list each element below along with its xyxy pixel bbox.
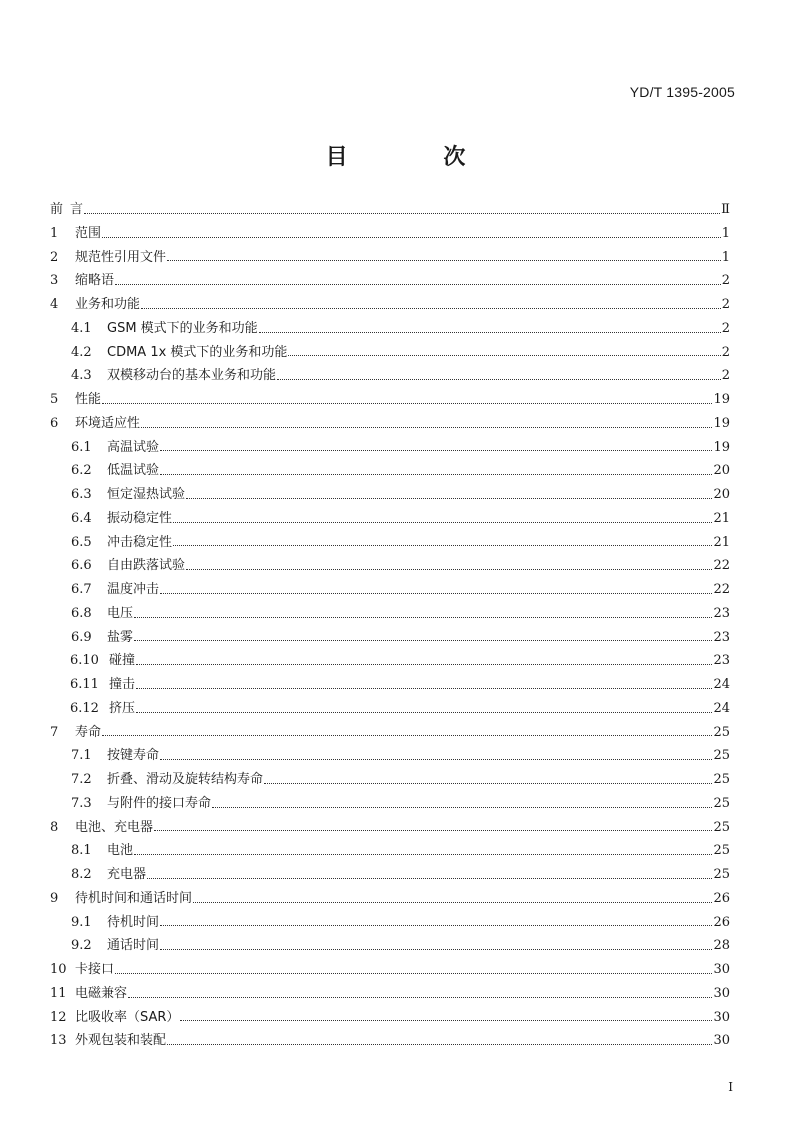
toc-entry[interactable] [50,507,730,531]
toc-leader-dots [141,426,712,428]
toc-entry-number: 11 [50,985,67,1001]
toc-entry-label: 充电器 [107,867,147,882]
toc-entry[interactable] [50,958,730,982]
toc-entry-label: 寿命 [75,724,102,740]
toc-entry-page: 25 [713,867,730,882]
toc-entry-label: 低温试验 [107,463,160,479]
toc-entry-page: 30 [713,1009,730,1025]
toc-entry-page: 2 [721,344,730,360]
toc-entry-label: 按键寿命 [107,748,160,764]
toc-leader-dots [264,782,712,784]
toc-entry[interactable] [50,1029,730,1053]
toc-entry-label: 冲击稳定性 [107,534,173,550]
toc-entry-number: 10 [50,962,67,977]
toc-entry-label: 电池、充电器 [75,819,154,835]
toc-entry-number: 9.1 [71,914,92,930]
toc-entry[interactable] [50,863,730,887]
toc-entry-number: 7.3 [71,795,92,811]
toc-entry-number: 7.2 [71,772,92,787]
toc-entry-page: 30 [713,985,730,1001]
toc-entry-page: 21 [713,510,730,526]
toc-entry-page: 25 [713,772,730,787]
toc-entry-label: 比吸收率（SAR） [75,1009,180,1025]
toc-entry[interactable] [50,792,730,816]
toc-entry-number: 13 [50,1033,67,1049]
toc-entry-label: 卡接口 [75,962,115,977]
toc-entry-number: 6.4 [71,510,92,526]
toc-entry-number: 6.3 [71,487,92,502]
toc-entry-number: 4.2 [71,344,92,360]
toc-leader-dots [115,283,721,285]
toc-entry[interactable] [50,436,730,460]
toc-entry-number: 4.3 [71,368,92,384]
toc-entry-page: 25 [713,819,730,835]
toc-entry-label: 缩略语 [75,273,115,289]
toc-entry-label: 盐雾 [107,629,134,645]
toc-entry-label: 言 [70,202,84,217]
toc-entry-label: 待机时间和通话时间 [75,890,193,906]
toc-entry-page: 2 [721,273,730,289]
toc-entry-label: 外观包装和装配 [75,1033,167,1049]
toc-leader-dots [102,734,712,736]
toc-entry-number: 6.12 [70,700,99,716]
toc-entry-label: 范围 [75,225,102,241]
toc-entry-number: 6.2 [71,463,92,479]
toc-entry[interactable] [50,649,730,673]
toc-entry-label: 业务和功能 [75,297,141,312]
toc-leader-dots [288,354,720,356]
toc-entry[interactable] [50,816,730,840]
toc-leader-dots [134,616,712,618]
toc-entry-label: 温度冲击 [107,582,160,597]
toc-leader-dots [154,829,712,831]
toc-entry-page: 24 [713,700,730,716]
toc-leader-dots [186,568,712,570]
toc-entry-number: 4 [50,297,59,312]
page-title: 目 次 [325,145,510,170]
toc-entry-label: 电磁兼容 [75,985,128,1001]
toc-entry-page: 2 [721,368,730,384]
toc-entry[interactable] [50,531,730,555]
toc-entry-page: 21 [713,534,730,550]
toc-entry-label: 电压 [107,605,134,621]
toc-entry-number: 6.7 [71,582,92,597]
toc-leader-dots [102,236,721,238]
toc-entry-page: 19 [713,392,730,407]
toc-entry[interactable] [50,459,730,483]
toc-entry-label: 高温试验 [107,439,160,455]
toc-leader-dots [180,1019,712,1021]
toc-entry-label: 折叠、滑动及旋转结构寿命 [107,772,264,787]
toc-entry[interactable] [50,293,730,317]
toc-entry[interactable] [50,887,730,911]
toc-entry[interactable] [50,626,730,650]
toc-entry[interactable] [50,483,730,507]
toc-entry-label: 通话时间 [107,938,160,954]
toc-entry-label: 碰撞 [109,653,136,669]
toc-entry[interactable] [50,364,730,388]
toc-entry-page: 25 [713,748,730,764]
toc-leader-dots [167,1043,712,1045]
toc-entry-page: 25 [713,843,730,859]
toc-entry-label: 待机时间 [107,914,160,930]
toc-leader-dots [160,592,712,594]
toc-entry-label: 撞击 [109,677,136,692]
toc-leader-dots [136,711,712,713]
toc-entry-number: 前 [50,202,64,217]
toc-leader-dots [134,639,712,641]
toc-leader-dots [173,521,712,523]
toc-entry[interactable] [50,744,730,768]
toc-leader-dots [160,924,712,926]
toc-entry-page: 22 [713,582,730,597]
toc-entry[interactable] [50,839,730,863]
toc-leader-dots [160,449,712,451]
toc-leader-dots [147,877,712,879]
toc-entry[interactable] [50,412,730,436]
toc-entry[interactable] [50,269,730,293]
toc-entry-number: 4.1 [71,320,92,336]
toc-entry[interactable] [50,911,730,935]
toc-entry-number: 7.1 [71,748,92,764]
toc-entry-label: 规范性引用文件 [75,249,167,265]
toc-entry-number: 1 [50,225,59,241]
toc-entry-label: GSM 模式下的业务和功能 [107,320,258,336]
toc-entry-page: 23 [713,629,730,645]
toc-leader-dots [134,853,712,855]
toc-entry-page: 19 [713,439,730,455]
toc-entry-label: 环境适应性 [75,415,141,431]
page-number: I [728,1080,733,1094]
toc-entry-label: 与附件的接口寿命 [107,795,212,811]
toc-entry-number: 9.2 [71,938,92,954]
toc-entry-label: 性能 [75,392,102,407]
toc-leader-dots [160,758,712,760]
toc-entry-page: 2 [721,320,730,336]
toc-leader-dots [186,497,712,499]
toc-leader-dots [128,996,712,998]
toc-entry-page: 20 [713,487,730,502]
toc-entry-number: 6.9 [71,629,92,645]
toc-entry-page: 26 [713,914,730,930]
toc-entry-number: 6.1 [71,439,92,455]
toc-entry[interactable] [50,721,730,745]
toc-entry-number: 3 [50,273,59,289]
table-of-contents [50,198,730,1053]
toc-leader-dots [136,687,712,689]
toc-entry[interactable] [50,602,730,626]
toc-leader-dots [193,901,712,903]
toc-entry[interactable] [50,1006,730,1030]
toc-entry-page: 23 [713,605,730,621]
toc-entry-number: 6.8 [71,605,92,621]
toc-entry-number: 6.5 [71,534,92,550]
toc-leader-dots [136,663,712,665]
toc-leader-dots [115,972,712,974]
toc-entry-page: 20 [713,463,730,479]
toc-leader-dots [160,948,712,950]
toc-entry-number: 6.6 [71,558,92,574]
toc-leader-dots [277,378,721,380]
toc-entry-page: 30 [713,1033,730,1049]
toc-entry[interactable] [50,198,730,222]
toc-entry-number: 7 [50,724,59,740]
toc-entry[interactable] [50,934,730,958]
toc-entry-number: 6 [50,415,59,431]
standard-code: YD/T 1395-2005 [629,84,735,100]
toc-entry-page: 23 [713,653,730,669]
toc-entry-label: 振动稳定性 [107,510,173,526]
toc-leader-dots [259,331,721,333]
toc-entry-number: 8.1 [71,843,92,859]
toc-entry-label: CDMA 1x 模式下的业务和功能 [107,344,288,360]
toc-entry-page: 25 [713,724,730,740]
toc-leader-dots [173,544,712,546]
toc-entry-label: 双模移动台的基本业务和功能 [107,368,277,384]
toc-entry[interactable] [50,317,730,341]
toc-entry-page: Ⅱ [721,202,730,217]
toc-entry[interactable] [50,341,730,365]
toc-entry-number: 5 [50,392,59,407]
toc-entry[interactable] [50,578,730,602]
toc-entry-page: 24 [713,677,730,692]
toc-entry-page: 28 [713,938,730,954]
toc-entry-number: 12 [50,1009,67,1025]
toc-entry-label: 挤压 [109,700,136,716]
toc-entry-number: 2 [50,249,59,265]
toc-entry-page: 26 [713,890,730,906]
toc-entry-number: 9 [50,890,59,906]
toc-entry-label: 电池 [107,843,134,859]
toc-entry-page: 19 [713,415,730,431]
toc-leader-dots [102,402,712,404]
toc-leader-dots [84,212,720,214]
toc-entry[interactable] [50,982,730,1006]
toc-entry-page: 30 [713,962,730,977]
toc-entry-label: 自由跌落试验 [107,558,186,574]
toc-entry[interactable] [50,768,730,792]
toc-leader-dots [160,473,712,475]
toc-entry[interactable] [50,697,730,721]
toc-leader-dots [167,259,721,261]
toc-entry-number: 6.10 [70,653,99,669]
toc-entry-number: 6.11 [70,677,99,692]
toc-entry-page: 2 [721,297,730,312]
toc-entry[interactable] [50,246,730,270]
toc-entry-number: 8 [50,819,59,835]
toc-leader-dots [141,307,721,309]
toc-entry[interactable] [50,222,730,246]
toc-entry-page: 22 [713,558,730,574]
toc-entry-page: 1 [721,225,730,241]
toc-entry-label: 恒定湿热试验 [107,487,186,502]
toc-entry-page: 1 [721,249,730,265]
toc-entry-page: 25 [713,795,730,811]
toc-entry[interactable] [50,388,730,412]
toc-entry[interactable] [50,554,730,578]
toc-entry-number: 8.2 [71,867,92,882]
toc-entry[interactable] [50,673,730,697]
toc-leader-dots [212,806,712,808]
